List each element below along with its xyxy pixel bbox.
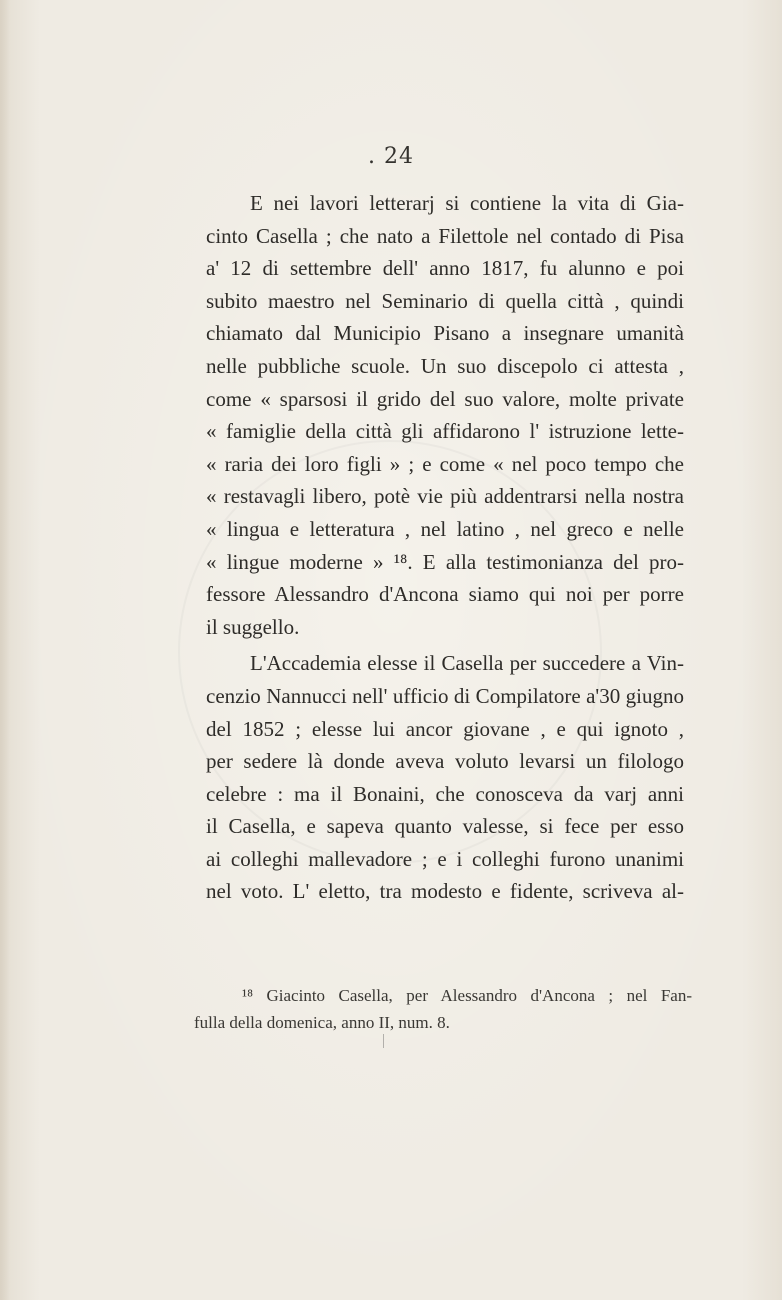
footnote-line: ¹⁸ Giacinto Casella, per Alessandro d'Ancona ; nel Fan- xyxy=(242,986,692,1005)
text-line: fessore Alessandro d'Ancona siamo qui noi per porre xyxy=(206,582,684,607)
text-line: nelle pubbliche scuole. Un suo discepolo ci attesta , xyxy=(206,353,684,378)
text-line: cenzio Nannucci nell' ufficio di Compilatore a'30 giugno xyxy=(206,683,684,708)
text-line: « famiglie della città gli affidarono l' istruzione lette- xyxy=(206,419,684,444)
text-line: subito maestro nel Seminario di quella città , quindi xyxy=(206,288,684,313)
text-line: « lingua e letteratura , nel latino , nel greco e nelle xyxy=(206,516,684,541)
text-line: « restavagli libero, potè vie più addentrarsi nella nostra xyxy=(206,484,684,509)
main-text xyxy=(206,187,684,908)
text-line: celebre : ma il Bonaini, che conosceva da varj anni xyxy=(206,781,684,806)
text-line: nel voto. L' eletto, tra modesto e fidente, scriveva al- xyxy=(206,879,684,904)
text-line: L'Accademia elesse il Casella per succedere a Vin- xyxy=(250,651,684,676)
footnote xyxy=(194,982,692,1036)
footnote-line: fulla della domenica, anno II, num. 8. xyxy=(194,1013,450,1032)
text-line: cinto Casella ; che nato a Filettole nel contado di Pisa xyxy=(206,223,684,248)
page-number: . 24 xyxy=(368,144,414,169)
printer-mark xyxy=(383,1034,384,1048)
text-line: E nei lavori letterarj si contiene la vita di Gia- xyxy=(250,191,684,215)
text-line: per sedere là donde aveva voluto levarsi un filologo xyxy=(206,749,684,774)
text-line: a' 12 di settembre dell' anno 1817, fu alunno e poi xyxy=(206,256,684,281)
text-line: chiamato dal Municipio Pisano a insegnare umanità xyxy=(206,321,684,346)
text-line: il Casella, e sapeva quanto valesse, si fece per esso xyxy=(206,814,684,839)
text-line: come « sparsosi il grido del suo valore, molte private xyxy=(206,386,684,411)
text-line: « raria dei loro figli » ; e come « nel poco tempo che xyxy=(206,451,684,476)
text-line: « lingue moderne » ¹⁸. E alla testimonianza del pro- xyxy=(206,549,684,574)
text-line: ai colleghi mallevadore ; e i colleghi furono unanimi xyxy=(206,846,684,871)
text-line: il suggello. xyxy=(206,614,300,639)
text-line: del 1852 ; elesse lui ancor giovane , e qui ignoto , xyxy=(206,716,684,741)
